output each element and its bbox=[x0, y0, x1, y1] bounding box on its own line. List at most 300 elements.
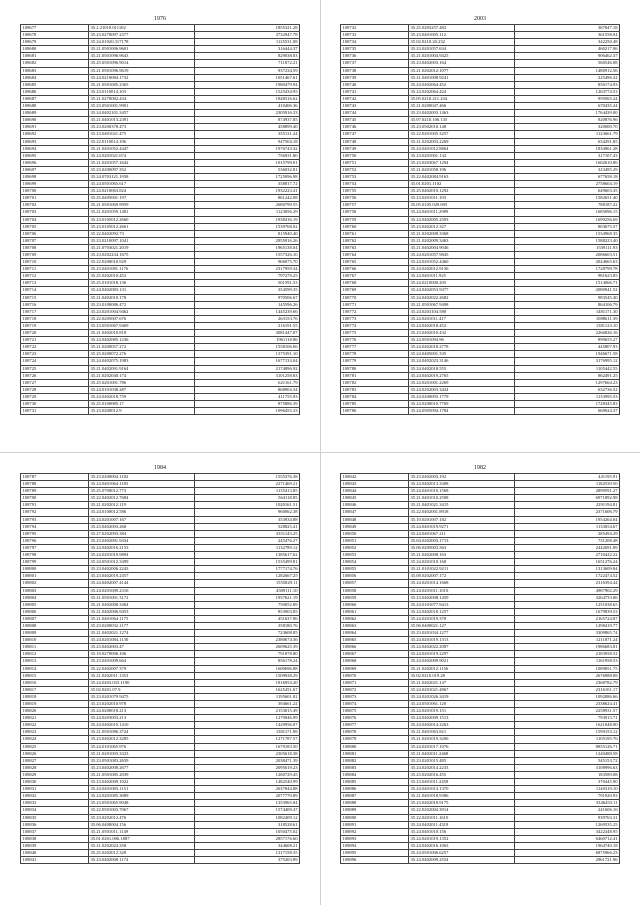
amount-cell: 564118.85 bbox=[194, 495, 300, 502]
table-row bbox=[341, 544, 620, 551]
account-code-cell: 35.22.0402007.379 bbox=[89, 665, 194, 672]
account-code-cell: 35.22.0201011.1610 bbox=[409, 814, 514, 821]
record-id-cell: 108874 bbox=[341, 701, 409, 708]
record-id-cell: 108809 bbox=[21, 630, 89, 637]
record-id-cell: 108693 bbox=[21, 138, 89, 145]
account-code-cell: 35.24.0203003.213 bbox=[89, 715, 194, 722]
amount-cell: 1133054.67 bbox=[514, 523, 620, 530]
amount-cell: 3101258.83 bbox=[194, 372, 300, 379]
amount-cell: 868904.34 bbox=[194, 386, 300, 393]
account-code-cell: 35.24.0202003.3424 bbox=[409, 386, 514, 393]
account-code-cell: 35.21.0202012.1077 bbox=[409, 67, 514, 74]
amount-cell: 2095619.23 bbox=[194, 764, 300, 771]
record-id-cell: 108838 bbox=[21, 835, 89, 842]
table-row bbox=[21, 67, 300, 74]
account-code-cell: 35.21.0401013.2391 bbox=[89, 117, 194, 124]
table-row bbox=[341, 573, 620, 580]
record-id-cell: 108890 bbox=[341, 814, 409, 821]
account-code-cell: 35.23.0402009.1022 bbox=[89, 779, 194, 786]
table-row bbox=[21, 857, 300, 864]
account-code-cell: 35.24.0201010.168 bbox=[409, 559, 514, 566]
data-table bbox=[20, 24, 300, 415]
record-id-cell: 108801 bbox=[21, 573, 89, 580]
table-row bbox=[21, 74, 300, 81]
record-id-cell: 108791 bbox=[21, 502, 89, 509]
account-code-cell: 35.24.0401064.1185 bbox=[89, 481, 194, 488]
amount-cell: 862491.25 bbox=[514, 372, 620, 379]
record-id-cell: 108684 bbox=[21, 74, 89, 81]
account-code-cell: 35.21.0201057.1642 bbox=[89, 159, 194, 166]
data-table bbox=[340, 24, 620, 415]
account-code-cell: 35.23.0203067.1294 bbox=[409, 159, 514, 166]
amount-cell: 2086603.51 bbox=[514, 252, 620, 259]
table-row bbox=[341, 53, 620, 60]
record-id-cell: 108806 bbox=[21, 608, 89, 615]
amount-cell: 318528.61 bbox=[194, 821, 300, 828]
account-code-cell: 35.23.0401005.112 bbox=[409, 32, 514, 39]
table-row bbox=[341, 124, 620, 131]
amount-cell: 981623.85 bbox=[514, 273, 620, 280]
account-code-cell: 35.21.0402010.818 bbox=[89, 330, 194, 337]
account-code-cell: 35.25.0100085.17 bbox=[89, 400, 194, 407]
record-id-cell: 108862 bbox=[341, 615, 409, 622]
account-code-cell: 35.24.0101065.976 bbox=[89, 743, 194, 750]
record-id-cell: 108896 bbox=[341, 857, 409, 864]
account-code-cell: 35.21.0200047.466 bbox=[409, 103, 514, 110]
account-code-cell: 35.24.0201009.2316 bbox=[89, 587, 194, 594]
account-code-cell: 35.24.0402013.3308 bbox=[409, 481, 514, 488]
table-row bbox=[21, 223, 300, 230]
table-row bbox=[21, 701, 300, 708]
record-id-cell: 108713 bbox=[21, 280, 89, 287]
amount-cell: 1480912.56 bbox=[514, 67, 620, 74]
table-row bbox=[341, 60, 620, 67]
table-row bbox=[341, 658, 620, 665]
table-row bbox=[341, 166, 620, 173]
amount-cell: 1954264.04 bbox=[514, 516, 620, 523]
record-id-cell: 108773 bbox=[341, 315, 409, 322]
account-code-cell: 35.21.0202012.1156 bbox=[409, 665, 514, 672]
amount-cell: 1020161.51 bbox=[194, 502, 300, 509]
account-code-cell: 35.23.0402001.9434 bbox=[89, 537, 194, 544]
table-row bbox=[21, 209, 300, 216]
record-id-cell: 108827 bbox=[21, 757, 89, 764]
record-id-cell: 108797 bbox=[21, 544, 89, 551]
account-code-cell: 35.24.0201019.2297 bbox=[409, 651, 514, 658]
record-id-cell: 108859 bbox=[341, 594, 409, 601]
table-row bbox=[21, 679, 300, 686]
account-code-cell: 35.21.0501006.9601 bbox=[89, 46, 194, 53]
record-id-cell: 108746 bbox=[341, 124, 409, 131]
amount-cell: 460217.06 bbox=[514, 46, 620, 53]
table-row bbox=[21, 828, 300, 835]
table-row bbox=[341, 266, 620, 273]
table-row bbox=[341, 181, 620, 188]
account-code-cell: 35.24.0203104.580 bbox=[409, 308, 514, 315]
table-row bbox=[341, 537, 620, 544]
amount-cell: 3351143.25 bbox=[194, 530, 300, 537]
amount-cell: 966075.70 bbox=[194, 259, 300, 266]
account-code-cell: 35.23.0402008.1174 bbox=[89, 857, 194, 864]
record-id-cell: 108813 bbox=[21, 658, 89, 665]
table-row bbox=[21, 32, 300, 39]
record-id-cell: 108702 bbox=[21, 202, 89, 209]
account-code-cell: 35.21.0401064.1175 bbox=[89, 615, 194, 622]
record-id-cell: 108875 bbox=[341, 708, 409, 715]
account-code-cell: 35.23.0402010.432 bbox=[409, 330, 514, 337]
amount-cell: 1135413.85 bbox=[194, 488, 300, 495]
amount-cell: 1525434.95 bbox=[194, 88, 300, 95]
table-row bbox=[341, 686, 620, 693]
account-code-cell: 35.23.0501065.9048 bbox=[89, 800, 194, 807]
account-code-cell: 35.24.0200010.7769 bbox=[409, 400, 514, 407]
amount-cell: 3346453.11 bbox=[514, 800, 620, 807]
amount-cell: 793913.71 bbox=[514, 715, 620, 722]
account-code-cell: 35.24.0402085.1236 bbox=[89, 337, 194, 344]
amount-cell: 8855126.71 bbox=[514, 743, 620, 750]
amount-cell: 501591.53 bbox=[194, 280, 300, 287]
table-row bbox=[21, 601, 300, 608]
amount-cell: 1313609.84 bbox=[514, 566, 620, 573]
table-row bbox=[21, 188, 300, 195]
record-id-cell: 108763 bbox=[341, 244, 409, 251]
record-id-cell: 108839 bbox=[21, 842, 89, 849]
record-id-cell: 108856 bbox=[341, 573, 409, 580]
amount-cell: 1297664.23 bbox=[514, 379, 620, 386]
account-code-cell: 35.23.0210097.1041 bbox=[89, 237, 194, 244]
amount-cell: 1679839.53 bbox=[514, 608, 620, 615]
account-code-cell: 35.23.0201001.132 bbox=[409, 152, 514, 159]
record-id-cell: 108770 bbox=[341, 294, 409, 301]
account-code-cell: 35.23.0501067.9469 bbox=[89, 322, 194, 329]
amount-cell: 711872.21 bbox=[194, 60, 300, 67]
amount-cell: 1132789.12 bbox=[194, 544, 300, 551]
table-row bbox=[21, 658, 300, 665]
table-row bbox=[341, 693, 620, 700]
amount-cell: 1965138.04 bbox=[194, 244, 300, 251]
account-code-cell: 35.21.0501069.9959 bbox=[89, 202, 194, 209]
record-id-cell: 108747 bbox=[341, 131, 409, 138]
table-row bbox=[21, 722, 300, 729]
account-code-cell: 35.23.0110014.103 bbox=[89, 88, 194, 95]
amount-cell: 285494.29 bbox=[514, 530, 620, 537]
amount-cell: 358180.76 bbox=[194, 622, 300, 629]
record-id-cell: 108754 bbox=[341, 181, 409, 188]
amount-cell: 1602610.86 bbox=[514, 159, 620, 166]
amount-cell: 2258931.57 bbox=[514, 708, 620, 715]
table-row bbox=[341, 400, 620, 407]
amount-cell: 375203.89 bbox=[194, 857, 300, 864]
amount-cell: 445807.93 bbox=[514, 344, 620, 351]
account-code-cell: 35.24.0402007.4144 bbox=[89, 580, 194, 587]
table-row bbox=[341, 408, 620, 415]
table-row bbox=[341, 793, 620, 800]
amount-cell: 1509938.29 bbox=[194, 672, 300, 679]
record-id-cell: 108739 bbox=[341, 74, 409, 81]
amount-cell: 1625451.67 bbox=[194, 686, 300, 693]
record-id-cell: 108701 bbox=[21, 195, 89, 202]
data-table bbox=[20, 473, 300, 864]
table-row bbox=[21, 800, 300, 807]
record-id-cell: 108843 bbox=[341, 481, 409, 488]
record-id-cell: 108767 bbox=[341, 273, 409, 280]
record-id-cell: 108889 bbox=[341, 807, 409, 814]
table-row bbox=[341, 615, 620, 622]
account-code-cell: 35.23.0401081.1176 bbox=[89, 266, 194, 273]
table-row bbox=[341, 145, 620, 152]
record-id-cell: 108814 bbox=[21, 665, 89, 672]
record-id-cell: 108826 bbox=[21, 750, 89, 757]
amount-cell: 1161958.53 bbox=[514, 658, 620, 665]
account-code-cell: 35.23.0270097.2377 bbox=[89, 32, 194, 39]
amount-cell: 791920.93 bbox=[514, 793, 620, 800]
amount-cell: 2857176.60 bbox=[194, 835, 300, 842]
record-id-cell: 108832 bbox=[21, 793, 89, 800]
amount-cell: 536032.81 bbox=[194, 166, 300, 173]
amount-cell: 344608.21 bbox=[194, 842, 300, 849]
table-row bbox=[341, 559, 620, 566]
account-code-cell: 35.24.0201019.1352 bbox=[409, 835, 514, 842]
amount-cell: 2899591.27 bbox=[514, 488, 620, 495]
amount-cell: 1385617.62 bbox=[194, 552, 300, 559]
amount-cell: 1015799.01 bbox=[194, 159, 300, 166]
account-code-cell: 35.24.0405001.335 bbox=[409, 351, 514, 358]
table-row bbox=[341, 715, 620, 722]
amount-cell: 856178.24 bbox=[194, 658, 300, 665]
table-row bbox=[21, 615, 300, 622]
table-row bbox=[341, 729, 620, 736]
table-row bbox=[21, 322, 300, 329]
table-row bbox=[21, 152, 300, 159]
amount-cell: 1182539.50 bbox=[514, 481, 620, 488]
amount-cell: 1105195.76 bbox=[514, 736, 620, 743]
account-code-cell: 35.24.01020.317178 bbox=[89, 39, 194, 46]
record-id-cell: 108682 bbox=[21, 60, 89, 67]
table-row bbox=[21, 743, 300, 750]
amount-cell: 2371606.79 bbox=[514, 509, 620, 516]
record-id-cell: 108732 bbox=[341, 25, 409, 32]
record-id-cell: 108810 bbox=[21, 637, 89, 644]
amount-cell: 320000.70 bbox=[514, 124, 620, 131]
account-code-cell: 35.21.0202008.3368 bbox=[409, 230, 514, 237]
record-id-cell: 108707 bbox=[21, 237, 89, 244]
record-id-cell: 108734 bbox=[341, 39, 409, 46]
account-code-cell: 35.21.0201052.4447 bbox=[89, 145, 194, 152]
record-id-cell: 108833 bbox=[21, 800, 89, 807]
record-id-cell: 108689 bbox=[21, 110, 89, 117]
table-row bbox=[21, 344, 300, 351]
table-row bbox=[341, 644, 620, 651]
account-code-cell: 35.24.0401011.925 bbox=[409, 273, 514, 280]
account-code-cell: 35.24.0401010.1568 bbox=[409, 488, 514, 495]
amount-cell: 937234.59 bbox=[194, 67, 300, 74]
record-id-cell: 108873 bbox=[341, 693, 409, 700]
record-id-cell: 108790 bbox=[21, 495, 89, 502]
amount-cell: 2961721.96 bbox=[514, 857, 620, 864]
account-code-cell: 35.23.0100086.472 bbox=[89, 301, 194, 308]
record-id-cell: 108852 bbox=[341, 544, 409, 551]
record-id-cell: 108867 bbox=[341, 651, 409, 658]
record-id-cell: 108714 bbox=[21, 287, 89, 294]
record-id-cell: 108775 bbox=[341, 330, 409, 337]
amount-cell: 361558.04 bbox=[514, 32, 620, 39]
account-code-cell: 35.24.0401011.2989 bbox=[409, 209, 514, 216]
amount-cell: 960062.38 bbox=[194, 509, 300, 516]
account-code-cell: 35.23.0501083.2659 bbox=[89, 757, 194, 764]
record-id-cell: 108766 bbox=[341, 266, 409, 273]
account-code-cell: 35.24.0401012.8864 bbox=[409, 145, 514, 152]
record-id-cell: 108854 bbox=[341, 559, 409, 566]
amount-cell: 225496.32 bbox=[514, 74, 620, 81]
amount-cell: 1699256.69 bbox=[514, 216, 620, 223]
record-id-cell: 108757 bbox=[341, 202, 409, 209]
record-id-cell: 108895 bbox=[341, 849, 409, 856]
table-row bbox=[21, 594, 300, 601]
amount-cell: 939763.31 bbox=[514, 814, 620, 821]
record-id-cell: 108710 bbox=[21, 259, 89, 266]
record-id-cell: 108861 bbox=[341, 608, 409, 615]
amount-cell: 959565.24 bbox=[514, 95, 620, 102]
amount-cell: 1534968.35 bbox=[514, 230, 620, 237]
amount-cell: 528825.41 bbox=[194, 523, 300, 530]
table-row bbox=[341, 665, 620, 672]
account-code-cell: 35.23.0201011.193 bbox=[409, 195, 514, 202]
amount-cell: 3422348.95 bbox=[514, 828, 620, 835]
record-id-cell: 108705 bbox=[21, 223, 89, 230]
account-code-cell: 35.25.0202010.452 bbox=[89, 273, 194, 280]
amount-cell: 355131.24 bbox=[194, 131, 300, 138]
record-id-cell: 108887 bbox=[341, 793, 409, 800]
table-row bbox=[21, 630, 300, 637]
table-row bbox=[21, 337, 300, 344]
amount-cell: 2038471.39 bbox=[194, 757, 300, 764]
amount-cell: 263153.76 bbox=[194, 315, 300, 322]
amount-cell: 1279046.99 bbox=[194, 715, 300, 722]
account-code-cell: 35.24.0101038.287 bbox=[89, 386, 194, 393]
record-id-cell: 108796 bbox=[21, 537, 89, 544]
record-id-cell: 108687 bbox=[21, 95, 89, 102]
record-id-cell: 108749 bbox=[341, 145, 409, 152]
account-code-cell: 35.24.0201017.1076 bbox=[409, 743, 514, 750]
table-row bbox=[21, 103, 300, 110]
account-code-cell: 35.23.0202234.1675 bbox=[89, 252, 194, 259]
record-id-cell: 108774 bbox=[341, 322, 409, 329]
record-id-cell: 108735 bbox=[341, 46, 409, 53]
record-id-cell: 108850 bbox=[341, 530, 409, 537]
account-code-cell: 35.25.0200072.276 bbox=[89, 351, 194, 358]
table-row bbox=[21, 39, 300, 46]
table-row bbox=[341, 103, 620, 110]
record-id-cell: 108695 bbox=[21, 152, 89, 159]
record-id-cell: 108858 bbox=[341, 587, 409, 594]
amount-cell: 723608.85 bbox=[194, 630, 300, 637]
table-row bbox=[21, 509, 300, 516]
account-code-cell: 35.24.0202012.9156 bbox=[409, 266, 514, 273]
amount-cell: 861242.08 bbox=[194, 195, 300, 202]
account-code-cell: 35.21.0501085.2365 bbox=[89, 81, 194, 88]
record-id-cell: 108835 bbox=[21, 814, 89, 821]
amount-cell: 358817.72 bbox=[194, 181, 300, 188]
amount-cell: 245476.27 bbox=[194, 537, 300, 544]
record-id-cell: 108846 bbox=[341, 502, 409, 509]
account-code-cell: 35.24.0200093.1779 bbox=[409, 393, 514, 400]
table-row bbox=[21, 400, 300, 407]
record-id-cell: 108818 bbox=[21, 693, 89, 700]
record-id-cell: 108872 bbox=[341, 686, 409, 693]
amount-cell: 756931.80 bbox=[194, 152, 300, 159]
account-code-cell: 35.24.0402022.2087 bbox=[409, 644, 514, 651]
table-row bbox=[21, 159, 300, 166]
record-id-cell: 108703 bbox=[21, 209, 89, 216]
account-code-cell: 35.21.0202003.2269 bbox=[409, 138, 514, 145]
account-code-cell: 35.24.0402018.2778 bbox=[409, 344, 514, 351]
amount-cell: 6971892.98 bbox=[514, 495, 620, 502]
table-row bbox=[21, 195, 300, 202]
table-row bbox=[341, 344, 620, 351]
account-code-cell: 35.21.0101022.9211 bbox=[409, 566, 514, 573]
account-code-cell: 35.21.0501085.2039 bbox=[89, 771, 194, 778]
amount-cell: 1728345.83 bbox=[514, 400, 620, 407]
account-code-cell: 35.24.0202014.2233 bbox=[409, 764, 514, 771]
table-row bbox=[21, 587, 300, 594]
account-code-cell: 35.23.0201079.9475 bbox=[89, 693, 194, 700]
record-id-cell: 108840 bbox=[21, 849, 89, 856]
record-id-cell: 108677 bbox=[21, 25, 89, 32]
amount-cell: 906462.37 bbox=[514, 53, 620, 60]
amount-cell: 370445.90 bbox=[514, 779, 620, 786]
table-row bbox=[21, 273, 300, 280]
account-code-cell: 35.24.0402018.452 bbox=[409, 322, 514, 329]
amount-cell: 634291.85 bbox=[514, 138, 620, 145]
account-code-cell: 35.24.0201019.1313 bbox=[409, 637, 514, 644]
amount-cell: 1938416.19 bbox=[194, 216, 300, 223]
amount-cell: 342250.48 bbox=[514, 39, 620, 46]
amount-cell: 2080941.52 bbox=[514, 287, 620, 294]
record-id-cell: 108802 bbox=[21, 580, 89, 587]
account-code-cell: 35.24.0201019.151 bbox=[409, 708, 514, 715]
amount-cell: 632736.52 bbox=[514, 386, 620, 393]
account-code-cell: 35.22.0205007.676 bbox=[89, 315, 194, 322]
amount-cell: 1855321.28 bbox=[194, 25, 300, 32]
record-id-cell: 108782 bbox=[341, 379, 409, 386]
account-code-cell: 35.23.0402003.192 bbox=[409, 474, 514, 481]
amount-cell: 316444.37 bbox=[194, 46, 300, 53]
account-code-cell: 35.21.0202024.358 bbox=[89, 842, 194, 849]
record-id-cell: 108825 bbox=[21, 743, 89, 750]
record-id-cell: 108762 bbox=[341, 237, 409, 244]
table-row bbox=[21, 474, 300, 481]
record-id-cell: 108727 bbox=[21, 379, 89, 386]
record-id-cell: 108685 bbox=[21, 81, 89, 88]
amount-cell: 3176995.12 bbox=[514, 358, 620, 365]
record-id-cell: 108740 bbox=[341, 81, 409, 88]
account-code-cell: 35.21.0202011.1353 bbox=[89, 672, 194, 679]
table-row bbox=[21, 779, 300, 786]
table-row bbox=[21, 252, 300, 259]
amount-cell: 1539111.93 bbox=[514, 244, 620, 251]
record-id-cell: 108849 bbox=[341, 523, 409, 530]
table-row bbox=[341, 594, 620, 601]
amount-cell: 1096455.33 bbox=[194, 408, 300, 415]
account-code-cell: 35.21.0402008.3404 bbox=[89, 601, 194, 608]
table-row bbox=[341, 46, 620, 53]
record-id-cell: 108804 bbox=[21, 594, 89, 601]
record-id-cell: 108737 bbox=[341, 60, 409, 67]
amount-cell: 2637844.88 bbox=[194, 786, 300, 793]
amount-cell: 670435.24 bbox=[514, 103, 620, 110]
table-row bbox=[341, 209, 620, 216]
record-id-cell: 108820 bbox=[21, 708, 89, 715]
